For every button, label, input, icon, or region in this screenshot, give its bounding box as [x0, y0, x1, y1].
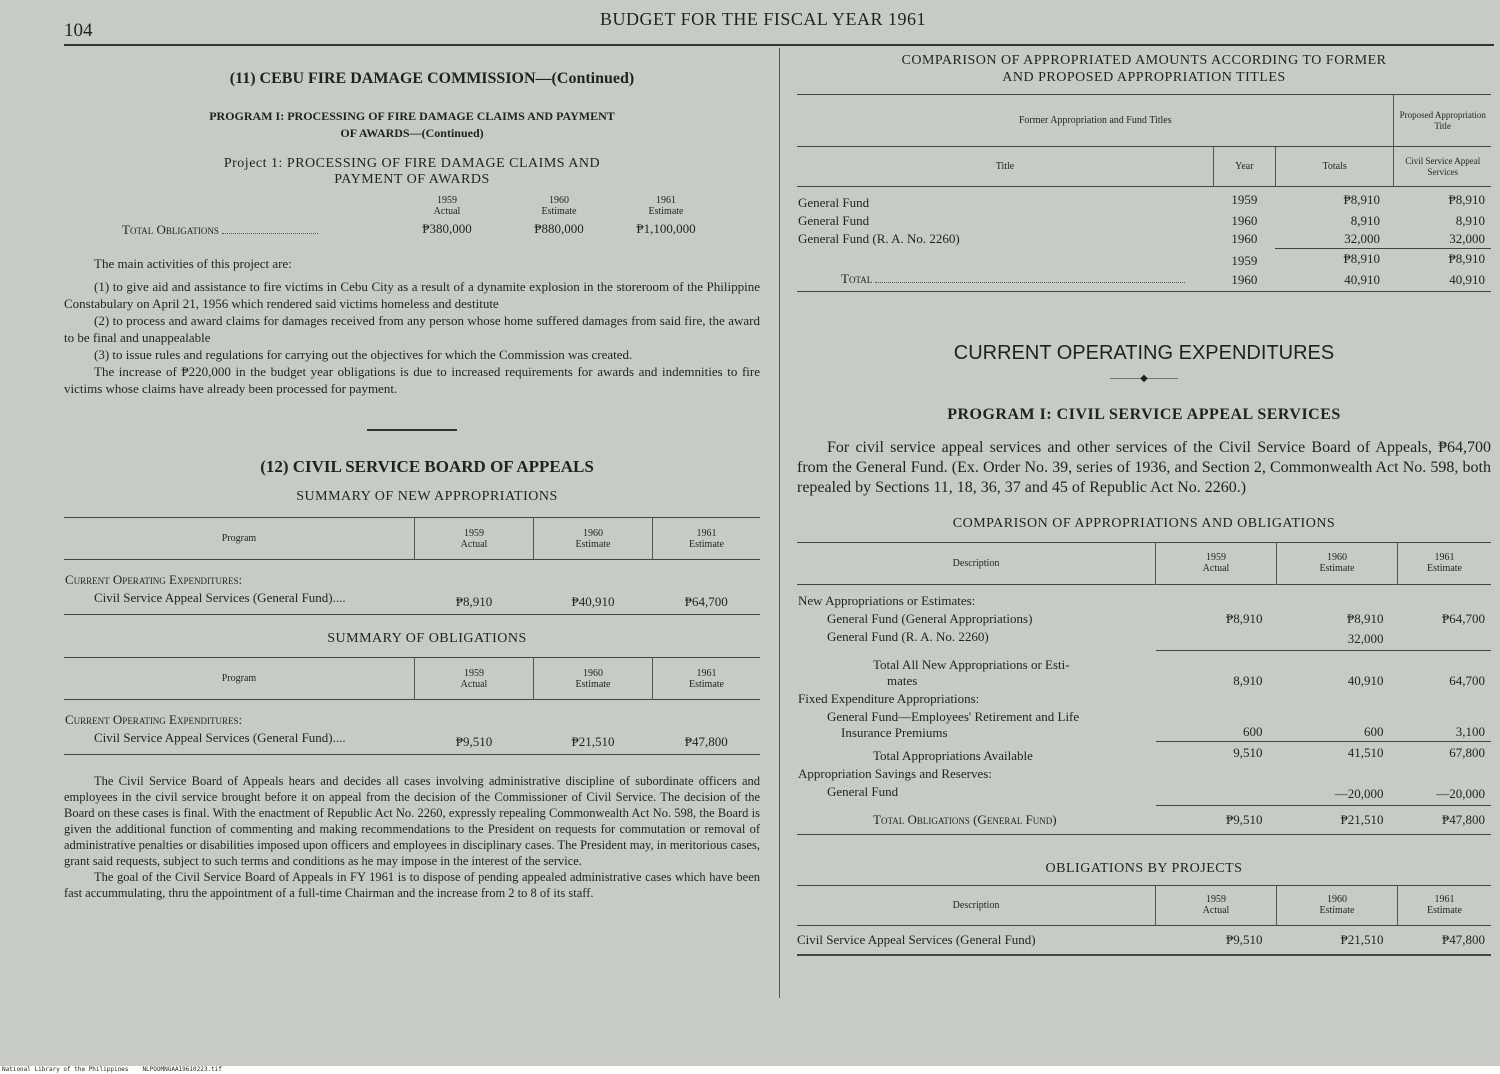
- total-new-1960: 40,910: [1347, 672, 1384, 688]
- total-obl-r-1960: ₱21,510: [1340, 811, 1384, 827]
- running-title: BUDGET FOR THE FISCAL YEAR 1961: [600, 9, 927, 29]
- totals-header: Totals: [1275, 147, 1394, 187]
- col-1961: 1961: [656, 195, 676, 206]
- obl-csas-label: Civil Service Appeal Services (General Fund)....: [94, 730, 346, 745]
- gf-retire-1960: 600: [1277, 708, 1398, 742]
- board-para-2: The goal of the Civil Service Board of Appeals in FY 1961 is to dispose of pending appealed administrative cases which have been fast accummulating, thru the appointment of a full-time Chairman and the increase from 2 to 8 of its staff.: [64, 870, 760, 900]
- program-1-heading: PROGRAM I: CIVIL SERVICE APPEAL SERVICES: [947, 405, 1341, 423]
- summary-new-approp-title: SUMMARY OF NEW APPROPRIATIONS: [296, 489, 558, 504]
- total-new-1961: 64,700: [1449, 672, 1485, 688]
- right-column: [797, 52, 1491, 956]
- comparison-row-total: 8,910: [1350, 213, 1380, 228]
- col-1960: 1960: [549, 195, 569, 206]
- total-new-label: [797, 651, 1156, 690]
- header-rule: [64, 44, 1494, 46]
- summary-obligations-title: SUMMARY OF OBLIGATIONS: [327, 631, 527, 646]
- comparison-row-csas: ₱8,910: [1448, 191, 1485, 207]
- fixed-label: Fixed Expenditure Appropriations:: [798, 690, 980, 706]
- savings-label: Appropriation Savings and Reserves:: [798, 765, 992, 781]
- comparison-row-year: 1960: [1231, 231, 1258, 247]
- gf-retire-1961: 3,100: [1398, 708, 1492, 742]
- left-column: [64, 70, 760, 901]
- gf-general-1961: ₱64,700: [1442, 610, 1485, 626]
- project-obligations-table: [64, 194, 760, 239]
- obl-projects-table: [797, 885, 1491, 956]
- comp-approp-title: COMPARISON OF APPROPRIATIONS AND OBLIGATIONS: [952, 515, 1336, 531]
- program-1-title: [64, 108, 760, 142]
- activity-1: (1) to give aid and assistance to fire victims in Cebu City as a result of a dynamite explosion in the storeroom of the Philippine Constabulary on April 21, 1956 which rendered said victims homeless and destitute: [64, 279, 760, 311]
- total-obl-1959: ₱380,000: [422, 220, 472, 236]
- op-col-1959: 1959: [1206, 894, 1226, 905]
- na-col-1959-sub: Actual: [460, 538, 488, 550]
- total-year-1960: 1960: [1231, 272, 1258, 287]
- na-coe-label: Current Operating Expenditures:: [65, 572, 243, 587]
- board-description: [64, 773, 760, 901]
- column-divider: [779, 48, 780, 998]
- obl-col-1960-sub: Estimate: [575, 678, 611, 690]
- obl-program-header: Program: [64, 658, 415, 700]
- description-header: Description: [797, 542, 1156, 584]
- obligations-table: [64, 657, 760, 755]
- coe-heading: CURRENT OPERATING EXPENDITURES: [953, 341, 1335, 364]
- total-csas-1959: ₱8,910: [1394, 249, 1491, 270]
- op-col-1961: 1961: [1434, 894, 1455, 905]
- na-col-1961: 1961: [696, 527, 717, 539]
- gf-general-1960: ₱8,910: [1347, 610, 1384, 626]
- comparison-titles-table: [797, 94, 1491, 292]
- approp-obligations-table: [797, 542, 1491, 835]
- project-1-title: [64, 156, 760, 188]
- ao-col-1961: 1961: [1434, 552, 1455, 563]
- increase-note: The increase of ₱220,000 in the budget year obligations is due to increased requirements for awards and indemnities to fire victims whose claims have already been processed for payment.: [64, 364, 760, 396]
- total-obl-r-1959: ₱9,510: [1226, 811, 1263, 827]
- comparison-row: [797, 212, 1491, 230]
- section-11-title: (11) CEBU FIRE DAMAGE COMMISSION—(Continued): [229, 70, 635, 87]
- obl-col-1959: 1959: [464, 667, 484, 679]
- na-value-1959: ₱8,910: [455, 593, 493, 609]
- comparison-row-total: 32,000: [1344, 231, 1380, 246]
- activities-text: [64, 255, 760, 397]
- board-para-1: The Civil Service Board of Appeals hears and decides all cases involving administrative discipline of subordinate officers and employees in the civil service brought before it on appeal from the decision of the Commissioner of Civil Service. The decision of the Board on these cases is final. With the enactment of Republic Act No. 2260, expressly repealing Commonwealth Act No. 598, the Board is given the additional function of commenting and making recommendations to the President on requests for commutation or removal of administrative penalties or disabilities imposed upon officers and employees in disciplinary cases. The President may, in meritorious cases, grant said requests, subject to such terms and conditions as he may impose in the interest of the service.: [64, 774, 760, 868]
- savings-gf-label: General Fund: [827, 783, 899, 799]
- total-avail-1961: 67,800: [1449, 745, 1485, 761]
- total-avail-1960: 41,510: [1347, 745, 1384, 761]
- scan-footer: [0, 1066, 1500, 1074]
- ao-col-1961-sub: Estimate: [1427, 563, 1462, 574]
- gf-ra-label: General Fund (R. A. No. 2260): [827, 628, 989, 644]
- total-obl-1960: ₱880,000: [534, 220, 584, 236]
- activity-3: (3) to issue rules and regulations for carrying out the objectives for which the Commission was created.: [94, 347, 633, 362]
- activities-intro: The main activities of this project are:: [94, 256, 292, 271]
- na-col-1959: 1959: [464, 527, 484, 539]
- col-1959: 1959: [437, 195, 457, 206]
- total-new-label-line1: Total All New Appropriations or Esti-: [873, 656, 1070, 672]
- col-1959-sub: Actual: [433, 206, 461, 217]
- ao-col-1960: 1960: [1327, 552, 1347, 563]
- csas-project-1961: ₱47,800: [1442, 931, 1485, 947]
- obl-projects-title: OBLIGATIONS BY PROJECTS: [1045, 860, 1243, 876]
- obl-col-1960: 1960: [583, 667, 603, 679]
- na-value-1960: ₱40,910: [571, 593, 615, 609]
- title-header: Title: [797, 147, 1213, 187]
- total-avail-1959: 9,510: [1233, 745, 1263, 761]
- obl-projects-desc-header: Description: [797, 885, 1156, 925]
- comparison-row-year: 1960: [1231, 213, 1258, 228]
- total-totals-1960: 40,910: [1344, 272, 1380, 287]
- section-separator: [367, 429, 457, 431]
- op-col-1960: 1960: [1327, 894, 1347, 905]
- total-obl-label: Total Obligations (General Fund): [873, 811, 1057, 827]
- gf-general-label: General Fund (General Appropriations): [827, 610, 1033, 626]
- total-new-label-line2: mates: [887, 672, 918, 688]
- program-1-description: [797, 438, 1491, 498]
- obl-col-1961-sub: Estimate: [689, 678, 724, 690]
- comparison-total-label: Total: [841, 270, 873, 286]
- ao-col-1960-sub: Estimate: [1319, 563, 1355, 574]
- program-header: Program: [64, 518, 415, 560]
- former-titles-header: Former Appropriation and Fund Titles: [797, 95, 1394, 147]
- proposed-header: Proposed Appropriation Title: [1394, 95, 1491, 147]
- comparison-row: [797, 187, 1491, 213]
- project-1-title-line2: PAYMENT OF AWARDS: [334, 172, 490, 187]
- total-year-1959: 1959: [1231, 252, 1258, 268]
- comparison-row-total: ₱8,910: [1343, 191, 1380, 207]
- activity-2: (2) to process and award claims for damages received from any person whose home suffered damages from said fire, the award to be final and unappealable: [64, 313, 760, 345]
- program-1-title-line1: PROGRAM I: PROCESSING OF FIRE DAMAGE CLAIMS AND PAYMENT: [209, 109, 615, 123]
- csas-project-1960: ₱21,510: [1340, 931, 1384, 947]
- obl-col-1961: 1961: [696, 667, 717, 679]
- gf-ra-1960: 32,000: [1277, 628, 1398, 651]
- savings-1960: —20,000: [1277, 783, 1398, 806]
- obl-coe-label: Current Operating Expenditures:: [65, 712, 243, 727]
- ao-col-1959: 1959: [1206, 552, 1226, 563]
- footer-file: NLPOOMNGAA19610223.tif: [142, 1066, 222, 1073]
- total-obl-1961: ₱1,100,000: [636, 220, 696, 236]
- ornament: ———◆———: [1110, 372, 1178, 384]
- total-totals-1959: ₱8,910: [1275, 249, 1394, 270]
- comparison-row: [797, 230, 1491, 249]
- project-1-title-line1: Project 1: PROCESSING OF FIRE DAMAGE CLAIMS AND: [223, 156, 601, 171]
- comparison-row-csas: 32,000: [1449, 231, 1485, 246]
- year-header: Year: [1213, 147, 1275, 187]
- comparison-row-title: General Fund (R. A. No. 2260): [798, 230, 960, 246]
- na-col-1960-sub: Estimate: [575, 538, 611, 550]
- section-12-title: (12) CIVIL SERVICE BOARD OF APPEALS: [260, 457, 594, 476]
- program-1-text: For civil service appeal services and other services of the Civil Service Board of Appeals, ₱64,700 from the General Fund. (Ex. Order No. 39, series of 1936, and Section 2, Commonwealth Act No. 598, both repealed by Sections 11, 18, 36, 37 and 45 of Republic Act No. 2260.): [797, 438, 1491, 496]
- op-col-1961-sub: Estimate: [1427, 905, 1462, 916]
- total-csas-1960: 40,910: [1449, 272, 1485, 287]
- gf-general-1959: ₱8,910: [1226, 610, 1263, 626]
- comparison-title-line2: AND PROPOSED APPROPRIATION TITLES: [1002, 70, 1286, 85]
- comparison-row-year: 1959: [1231, 191, 1258, 207]
- na-value-1961: ₱64,700: [684, 593, 728, 609]
- obl-col-1959-sub: Actual: [460, 678, 488, 690]
- total-avail-label: Total Appropriations Available: [873, 747, 1033, 763]
- savings-1961: —20,000: [1398, 783, 1492, 806]
- csas-header: Civil Service Appeal Services: [1405, 155, 1481, 177]
- csas-project-1959: ₱9,510: [1226, 931, 1263, 947]
- new-approp-label: New Appropriations or Estimates:: [798, 592, 976, 608]
- na-csas-label: Civil Service Appeal Services (General Fund)....: [94, 590, 346, 605]
- gf-retire-label-line1: General Fund—Employees' Retirement and Life: [827, 708, 1080, 724]
- col-1961-sub: Estimate: [648, 206, 684, 217]
- gf-retire-1959: 600: [1156, 708, 1277, 742]
- col-1960-sub: Estimate: [541, 206, 577, 217]
- total-obl-r-1961: ₱47,800: [1442, 811, 1485, 827]
- na-col-1961-sub: Estimate: [689, 538, 724, 550]
- na-col-1960: 1960: [583, 527, 603, 539]
- page-number: 104: [64, 20, 93, 41]
- gf-retire-label-line2: Insurance Premiums: [841, 724, 948, 740]
- ao-col-1959-sub: Actual: [1202, 563, 1230, 574]
- comparison-row-csas: 8,910: [1455, 213, 1485, 228]
- comparison-titles-heading: [797, 52, 1491, 86]
- op-col-1960-sub: Estimate: [1319, 905, 1355, 916]
- csas-project-label: Civil Service Appeal Services (General Fund): [797, 931, 1036, 947]
- program-1-title-line2: OF AWARDS—(Continued): [340, 126, 484, 140]
- obl-value-1960: ₱21,510: [571, 733, 615, 749]
- obl-value-1959: ₱9,510: [455, 733, 493, 749]
- comparison-row-title: General Fund: [798, 195, 870, 210]
- comparison-row-title: General Fund: [798, 212, 870, 228]
- comparison-title-line1: COMPARISON OF APPROPRIATED AMOUNTS ACCORDING TO FORMER: [901, 53, 1387, 68]
- op-col-1959-sub: Actual: [1202, 905, 1230, 916]
- total-new-1959: 8,910: [1233, 672, 1263, 688]
- footer-source: National Library of the Philippines: [2, 1066, 129, 1073]
- new-approp-table: [64, 517, 760, 615]
- obl-value-1961: ₱47,800: [684, 733, 728, 749]
- total-obligations-label: Total Obligations: [122, 222, 219, 237]
